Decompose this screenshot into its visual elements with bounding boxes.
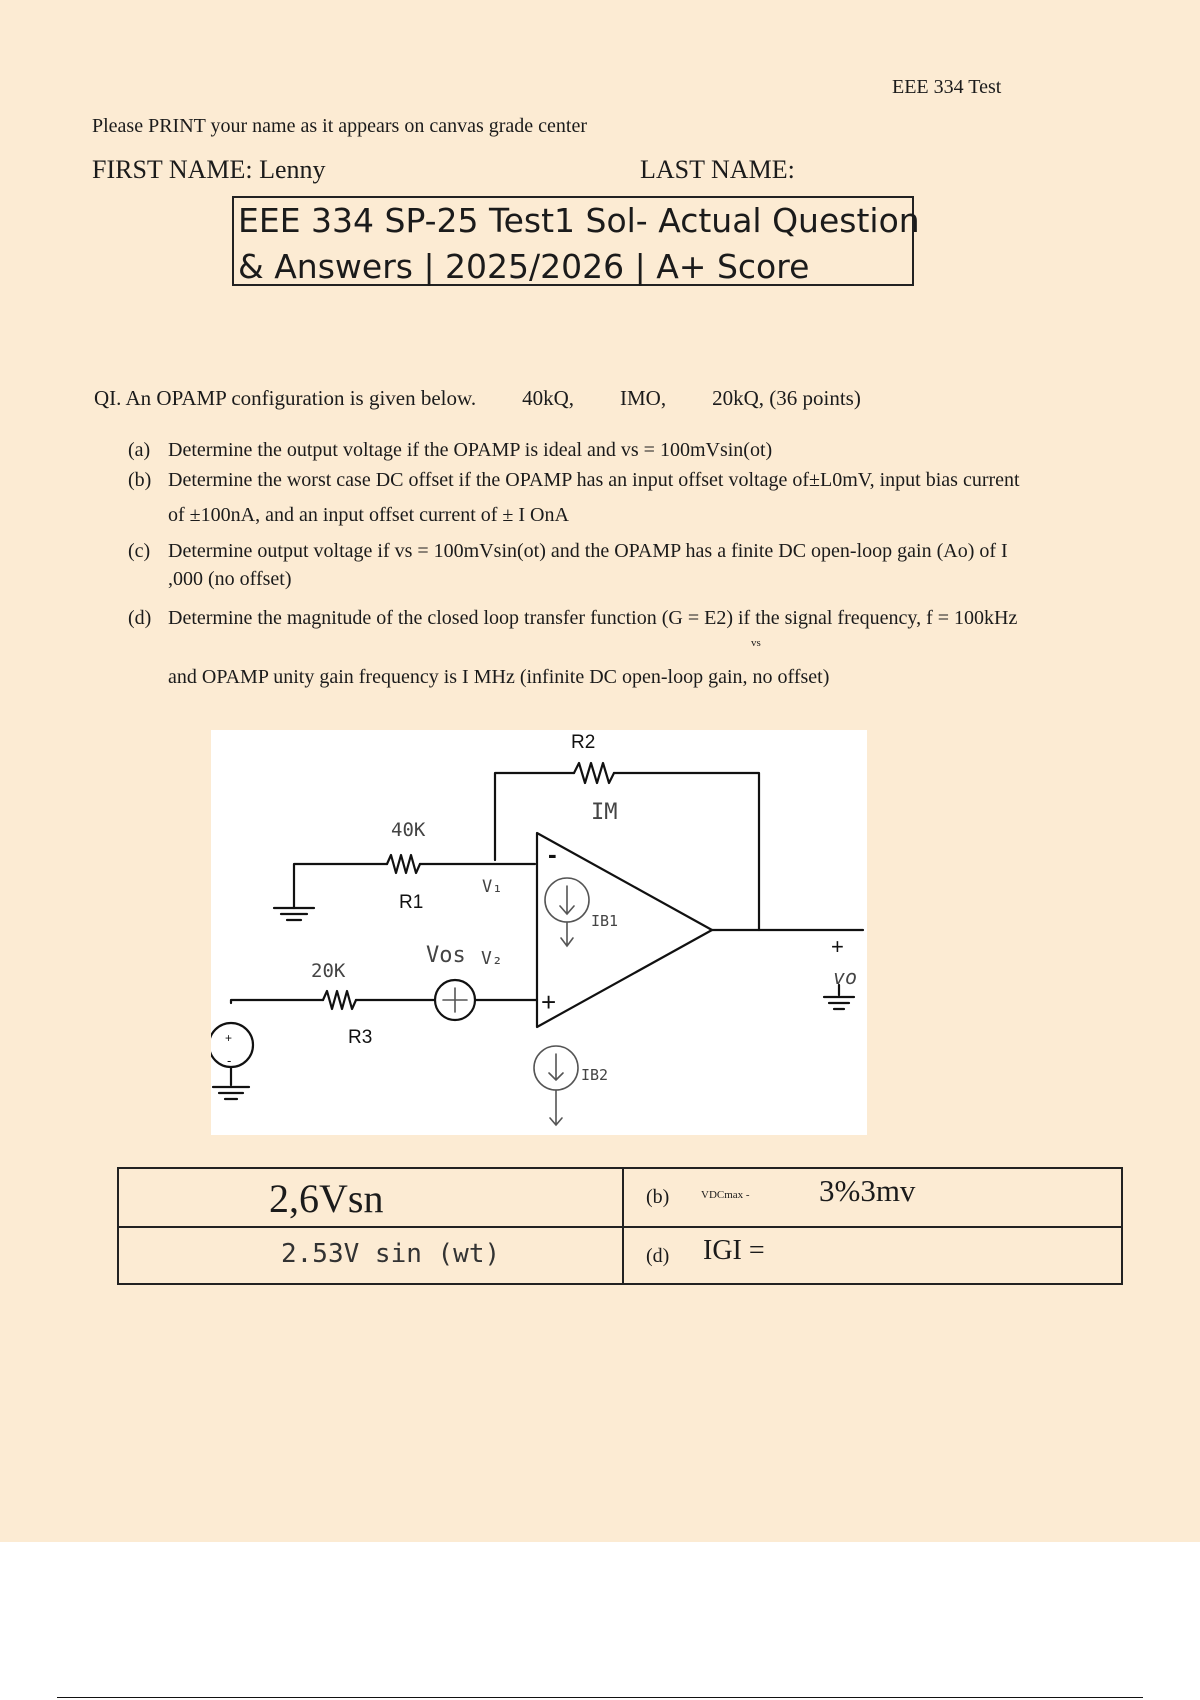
title-line-1: EEE 334 SP-25 Test1 Sol- Actual Question [238, 201, 920, 240]
answer-d-label: (d) [646, 1245, 670, 1267]
part-c [128, 534, 1008, 568]
vos-label: Vos [426, 943, 466, 968]
part-d-subscript: vs [751, 637, 761, 649]
ib2-down-arrow [550, 1090, 562, 1125]
ground-symbol [213, 1087, 249, 1099]
r3-handwritten-value: 20K [311, 960, 346, 982]
feedback-wire-right [614, 773, 759, 930]
ib1-down-arrow [561, 922, 573, 946]
answer-d-text: IGI = [703, 1235, 765, 1266]
last-name-field: LAST NAME: [640, 155, 795, 184]
title-line-2: & Answers | 2025/2026 | A+ Score [238, 247, 810, 286]
part-b [128, 463, 1020, 497]
part-label: (d) [128, 607, 152, 629]
ib2-label: IB2 [581, 1066, 609, 1084]
question-intro-text: QI. An OPAMP configuration is given below. [94, 386, 477, 410]
r3-wire-left [231, 1000, 323, 1003]
answer-table [117, 1167, 1123, 1285]
output-plus: + [831, 934, 844, 959]
ground-symbol [274, 908, 314, 920]
r2-resistor [574, 763, 614, 783]
ib1-arrow [560, 886, 574, 914]
part-label: (a) [128, 439, 151, 461]
vo-label: vo [833, 965, 858, 989]
part-text: Determine the magnitude of the closed loop transfer function (G = E2) if the signal frequency, f = 100kHz [168, 607, 1018, 629]
r1-wire-left [294, 864, 387, 908]
part-a [128, 433, 772, 467]
title-box [232, 196, 920, 286]
ib2-arrow [549, 1054, 563, 1080]
r3-spec: 20kQ, (36 points) [712, 386, 861, 410]
ib1-label: IB1 [591, 912, 619, 930]
noninverting-sign: + [541, 987, 557, 1017]
part-c-continued: ,000 (no offset) [168, 568, 292, 590]
answer-b-label: (b) [646, 1186, 670, 1208]
opamp-circuit [211, 730, 867, 1135]
bottom-rule [57, 1697, 1143, 1698]
r1-label: R1 [399, 892, 424, 913]
part-b-continued: of ±100nA, and an input offset current of ± I OnA [168, 504, 569, 526]
part-d-continued: and OPAMP unity gain frequency is I MHz (infinite DC open-loop gain, no offset) [168, 666, 830, 688]
source-plus: + [225, 1031, 233, 1045]
part-d [128, 601, 1017, 635]
r3-label: R3 [348, 1027, 373, 1048]
opamp-triangle [537, 833, 712, 1027]
answer-b-value: 3%3mv [819, 1173, 916, 1208]
part-text: Determine the output voltage if the OPAMP is ideal and vs = 100mVsin(ot) [168, 439, 773, 461]
r1-handwritten-value: 40K [391, 819, 426, 841]
r3-resistor [323, 991, 356, 1009]
v1-label: V₁ [482, 877, 503, 897]
part-label: (b) [128, 469, 152, 491]
r2-label: R2 [571, 732, 596, 753]
first-name-field: FIRST NAME: Lenny [92, 155, 326, 184]
part-text: Determine the worst case DC offset if the OPAMP has an input offset voltage of±L0mV, input bias current [168, 469, 1020, 491]
source-minus: - [227, 1053, 232, 1068]
r1-resistor [387, 855, 420, 873]
table-divider [119, 1226, 1121, 1228]
r2-handwritten-value: IM [591, 800, 618, 825]
course-label: EEE 334 Test [892, 76, 1002, 98]
part-text: Determine output voltage if vs = 100mVsin(ot) and the OPAMP has a finite DC open-loop gain (Ao) of I [168, 540, 1008, 562]
inverting-sign: - [548, 839, 557, 869]
print-instruction: Please PRINT your name as it appears on canvas grade center [92, 115, 588, 137]
answer-c: 2.53V sin (wt) [281, 1239, 501, 1269]
v2-label: V₂ [481, 948, 503, 969]
answer-b-subtext: VDCmax - [701, 1189, 750, 1201]
r1-spec: 40kQ, [522, 386, 574, 410]
signal-source [211, 1023, 253, 1067]
question-intro [94, 386, 861, 411]
r2-spec: IMO, [620, 386, 667, 410]
vos-plus-mark [443, 988, 467, 1012]
answer-a: 2,6Vsn [269, 1176, 384, 1221]
part-label: (c) [128, 540, 151, 562]
